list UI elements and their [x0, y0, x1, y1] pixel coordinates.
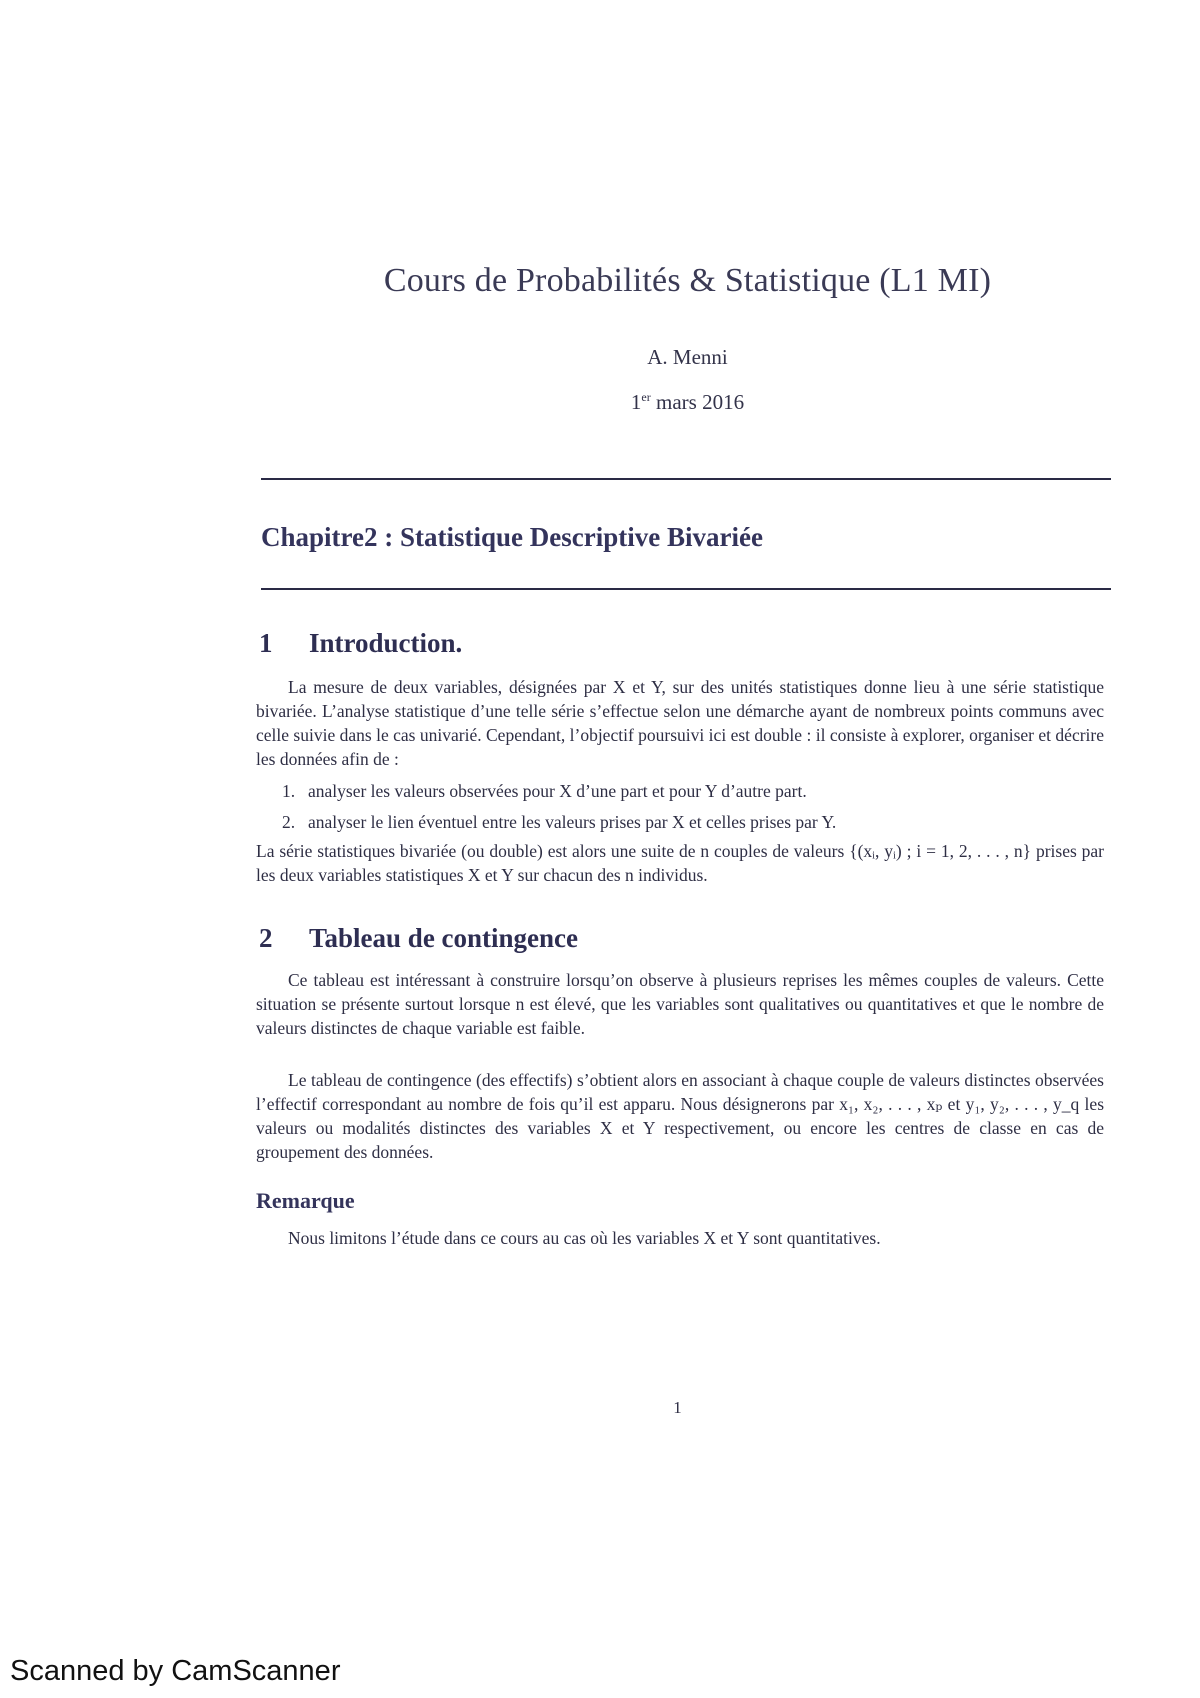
section-1-title: Introduction.	[309, 628, 463, 658]
top-divider	[261, 478, 1111, 480]
list-item-text: analyser les valeurs observées pour X d’une part et pour Y d’autre part.	[308, 781, 807, 801]
page-number: 1	[673, 1398, 682, 1417]
list-item-number: 1.	[282, 781, 296, 801]
scanner-watermark: Scanned by CamScanner	[10, 1655, 341, 1687]
list-item-number: 2.	[282, 812, 296, 832]
date-rest: mars 2016	[650, 390, 745, 414]
section-1-list	[282, 779, 1102, 841]
section-2-number: 2	[259, 923, 273, 953]
document-title: Cours de Probabilités & Statistique (L1 MI)	[383, 262, 992, 299]
date-day: 1	[630, 390, 642, 414]
remark-text: Nous limitons l’étude dans ce cours au cas où les variables X et Y sont quantitatives.	[288, 1228, 881, 1248]
section-1-heading	[259, 628, 462, 659]
section-1-number: 1	[259, 628, 273, 658]
section-1-paragraph: La mesure de deux variables, désignées par X et Y, sur des unités statistiques donne lieu à une série statistique bivariée. L’analyse statistique d’une telle série s’effectue selon une démarche ayant de nombreux points communs avec celle suivie dans le cas univarié. Cependant, l’objectif poursuivi ici est double : il consiste à explorer, organiser et décrire les données afin de :	[256, 677, 1104, 769]
section-2-paragraph-2: Le tableau de contingence (des effectifs) s’obtient alors en associant à chaque couple de valeurs distinctes observées l’effectif correspondant au nombre de fois qu’il est apparu. Nous désignerons par x₁, x₂, . . . , xₚ et y₁, y₂, . . . , y_q les valeurs ou modalités distinctes des variables X et Y respectivement, ou encore les centres de classe en cas de groupement des données.	[256, 1070, 1104, 1162]
document-date	[0, 390, 1200, 415]
section-2-heading	[259, 923, 578, 954]
date-superscript: er	[641, 390, 651, 404]
section-2-title: Tableau de contingence	[309, 923, 579, 953]
chapter-divider	[261, 588, 1111, 590]
remark-heading: Remarque	[256, 1188, 355, 1213]
list-item-text: analyser le lien éventuel entre les valeurs prises par X et celles prises par Y.	[308, 812, 837, 832]
section-2-paragraph-1: Ce tableau est intéressant à construire lorsqu’on observe à plusieurs reprises les mêmes couples de valeurs. Cette situation se présente surtout lorsque n est élevé, que les variables sont qualitatives ou quantitatives et que le nombre de valeurs distinctes de chaque variable est faible.	[256, 970, 1104, 1038]
chapter-heading: Chapitre2 : Statistique Descriptive Bivariée	[261, 522, 763, 552]
document-author: A. Menni	[647, 345, 728, 369]
list-item	[282, 779, 1102, 803]
section-1-closing-paragraph: La série statistiques bivariée (ou double) est alors une suite de n couples de valeurs {(xᵢ, yᵢ) ; i = 1, 2, . . . , n} prises par les deux variables statistiques X et Y sur chacun des n individus.	[256, 841, 1104, 885]
list-item	[282, 810, 1102, 834]
